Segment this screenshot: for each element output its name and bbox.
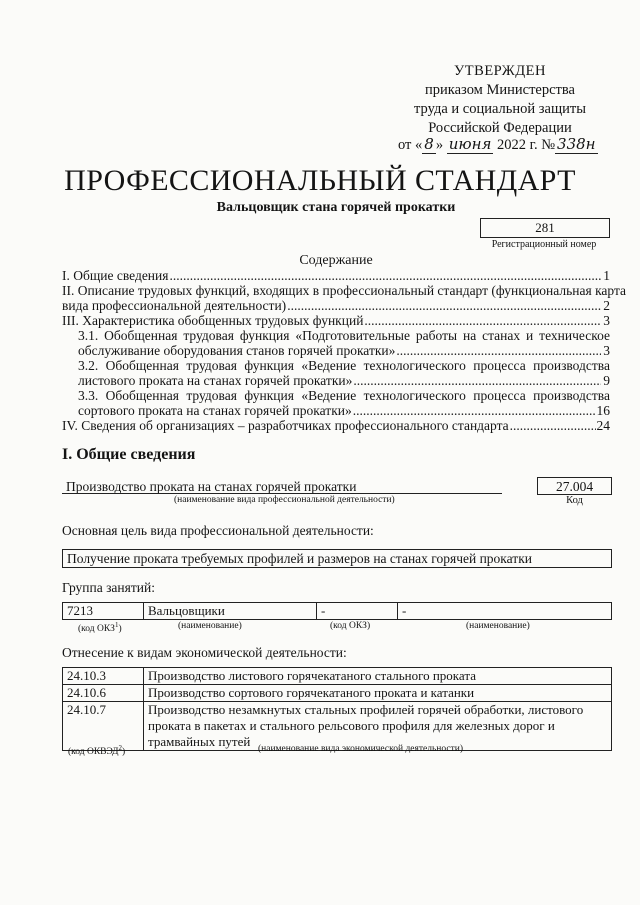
toc-title: Содержание [299, 253, 373, 268]
toc-item-line: II. Описание трудовых функций, входящих в профессиональный стандарт (функциональная карта [62, 283, 627, 298]
toc-item[interactable] [62, 313, 610, 328]
approval-heading: УТВЕРЖДЕН [454, 63, 546, 79]
goal-label: Основная цель вида профессиональной деятельности: [62, 523, 374, 538]
econ-activity-table [62, 667, 612, 751]
activity-name: Производство проката на станах горячей прокатки [66, 479, 357, 494]
okz-code-caption: (код ОКЗ$^1$) [78, 621, 122, 635]
toc-item[interactable] [62, 283, 627, 313]
okved-name-cell: Производство незамкнутых стальных профилей горячей обработки, листового проката в пакетах и стального рельсового профиля для железных дорог и трамвайных путей [144, 702, 612, 751]
toc-item-text: IV. Сведения об организациях – разработчиках профессионального стандарта [62, 418, 509, 433]
toc-item[interactable] [62, 418, 610, 433]
code-caption: Код [566, 495, 583, 506]
okved-code-caption: (код ОКВЭД$^2$) [68, 744, 126, 758]
table-row [63, 668, 612, 685]
section-heading: I. Общие сведения [62, 446, 196, 463]
toc-item[interactable] [78, 358, 610, 388]
toc-item-page: 1 [603, 268, 610, 283]
toc-item-page: 9 [603, 373, 610, 388]
okz-code-caption-2: (код ОКЗ) [330, 621, 371, 631]
toc-item-page: 2 [603, 298, 610, 313]
okz-code-cell-2: - [317, 603, 398, 620]
okved-name-cell: Производство листового горячекатаного стального проката [144, 668, 612, 685]
toc-item-text: вида профессиональной деятельности) [62, 298, 287, 313]
toc-item-line: 3.2. Обобщенная трудовая функция «Ведение технологического процесса производства [78, 358, 610, 373]
activity-underline [62, 493, 502, 494]
table-row [63, 685, 612, 702]
activity-code-box: 27.004 [537, 477, 612, 495]
toc-item[interactable] [78, 388, 610, 418]
order-mid: » [435, 137, 444, 153]
registration-number-box: 281 [480, 218, 610, 238]
approval-line-3: Российской Федерации [428, 120, 572, 136]
toc-item-text: I. Общие сведения [62, 268, 169, 283]
approval-block [380, 62, 620, 138]
okved-name-caption: (наименование вида экономической деятельности) [258, 744, 463, 754]
goal-box: Получение проката требуемых профилей и размеров на станах горячей прокатки [62, 549, 612, 568]
order-number: 338н [557, 135, 596, 153]
toc-item-text: листового проката на станах горячей прокатки» [78, 373, 353, 388]
toc-item-text: сортового проката на станах горячей прокатки» [78, 403, 352, 418]
toc-item-line: 3.1. Обобщенная трудовая функция «Подготовительные работы на станах и техническое [78, 328, 610, 343]
okz-name-caption-2: (наименование) [466, 621, 530, 631]
okved-code-cell: 24.10.3 [63, 668, 144, 685]
toc-item-page: 16 [596, 403, 610, 418]
toc-item-text: III. Характеристика обобщенных трудовых функций [62, 313, 364, 328]
approval-line-2: труда и социальной защиты [414, 101, 586, 117]
registration-number-label: Регистрационный номер [491, 239, 597, 250]
okved-name-cell: Производство сортового горячекатаного проката и катанки [144, 685, 612, 702]
toc-item-page: 3 [603, 313, 610, 328]
toc-item-page: 24 [596, 418, 610, 433]
okz-name-caption: (наименование) [178, 621, 242, 631]
order-line [398, 135, 598, 154]
order-day: 8 [424, 135, 434, 153]
order-month: июня [448, 135, 492, 153]
group-label: Группа занятий: [62, 580, 155, 595]
activity-caption: (наименование вида профессиональной деятельности) [174, 495, 395, 505]
econ-label: Отнесение к видам экономической деятельности: [62, 645, 347, 660]
okved-code-cell: 24.10.7 [63, 702, 144, 751]
occupation-group-table [62, 602, 612, 620]
okz-code-cell: 7213 [63, 603, 144, 620]
order-year: 2022 г. № [497, 137, 556, 153]
approval-line-1: приказом Министерства [425, 82, 575, 98]
toc-item-text: обслуживание оборудования станов горячей прокатки» [78, 343, 396, 358]
toc-item-page: 3 [603, 343, 610, 358]
okved-code-cell: 24.10.6 [63, 685, 144, 702]
toc-item-line: 3.3. Обобщенная трудовая функция «Ведение технологического процесса производства [78, 388, 610, 403]
order-prefix: от « [398, 137, 423, 153]
document-title: ПРОФЕССИОНАЛЬНЫЙ СТАНДАРТ [64, 164, 576, 197]
toc-item[interactable] [78, 328, 610, 358]
toc-item[interactable] [62, 268, 610, 283]
okz-name-cell-2: - [398, 603, 612, 620]
okz-name-cell: Вальцовщики [144, 603, 317, 620]
document-subtitle: Вальцовщик стана горячей прокатки [216, 200, 456, 215]
